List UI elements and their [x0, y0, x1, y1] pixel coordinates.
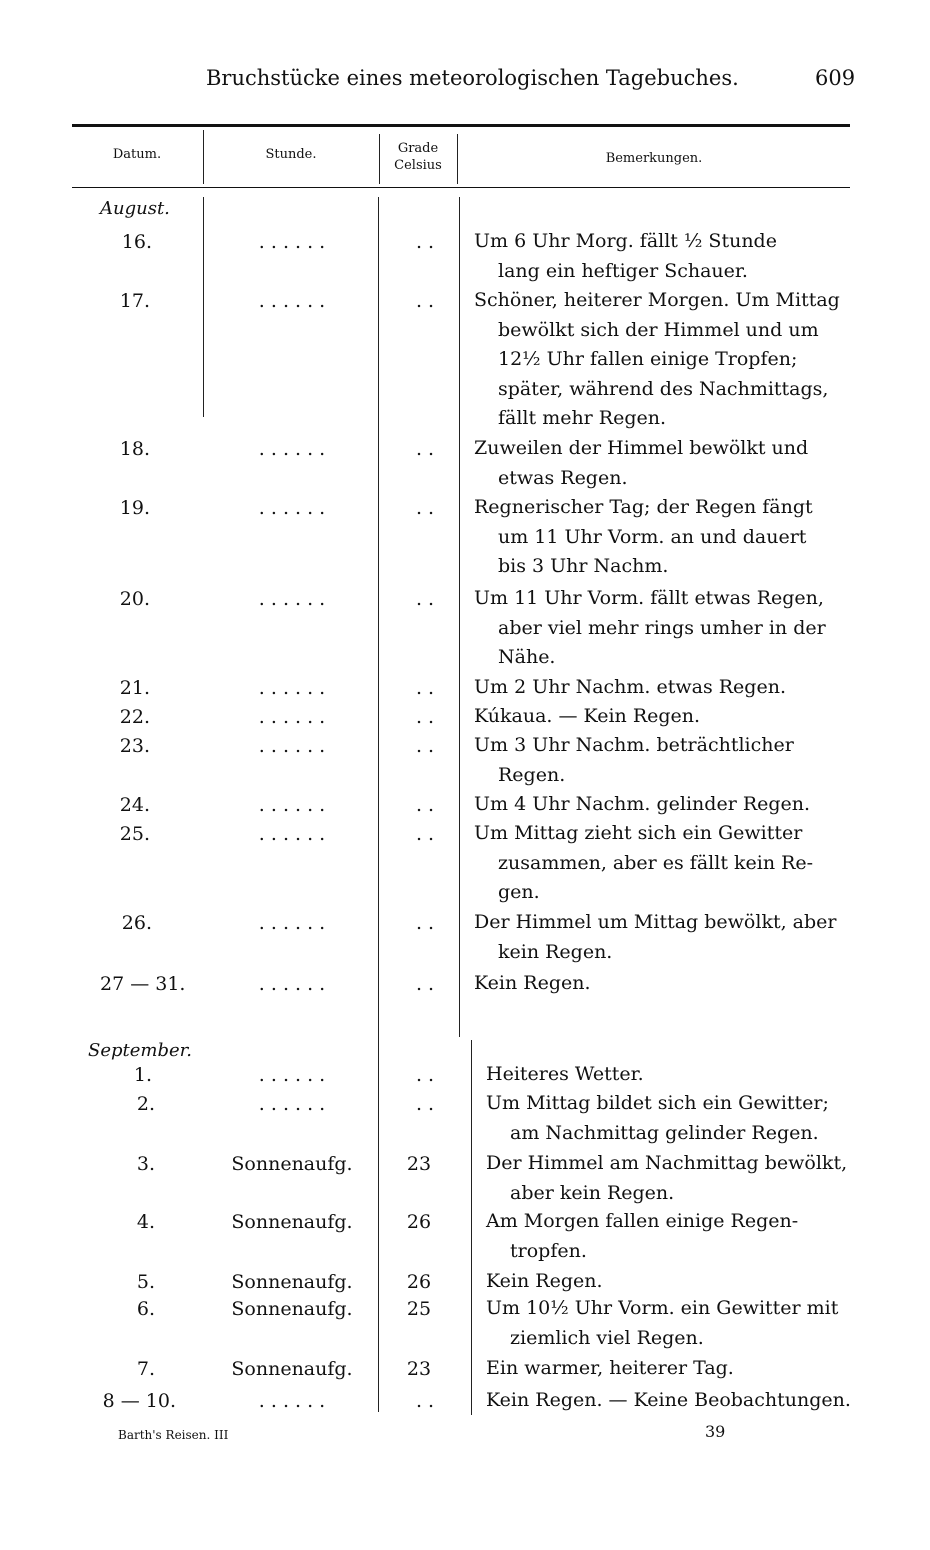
row-temperature: 26: [406, 1211, 432, 1233]
divider-body-3b: [471, 1040, 472, 1415]
row-remark: [474, 819, 854, 908]
row-date: 19.: [119, 497, 150, 519]
footer-signature: Barth's Reisen. III: [118, 1428, 229, 1442]
row-hour: . . . . . .: [258, 735, 326, 757]
remark-line: Der Himmel am Nachmittag bewölkt,: [486, 1152, 848, 1174]
divider-header-3: [457, 134, 458, 184]
row-hour: . . . . . .: [258, 290, 326, 312]
row-remark: [474, 227, 854, 286]
row-temperature: . .: [415, 677, 435, 699]
row-date: 17.: [119, 290, 150, 312]
row-remark: [486, 1354, 866, 1384]
row-remark: [474, 584, 854, 673]
column-header-remarks: Bemerkungen.: [605, 151, 703, 166]
table-header-rule: [72, 187, 850, 188]
row-hour: . . . . . .: [258, 677, 326, 699]
remark-line: Am Morgen fallen einige Regen-: [486, 1210, 799, 1232]
remark-line: zusammen, aber es fällt kein Re-: [498, 851, 814, 874]
remark-line: Um 4 Uhr Nachm. gelinder Regen.: [474, 793, 811, 815]
row-remark: [486, 1294, 866, 1353]
remark-line: Regnerischer Tag; der Regen fängt: [474, 496, 813, 518]
remark-line: Kein Regen. — Keine Beobachtungen.: [486, 1389, 851, 1411]
row-hour: Sonnenaufg.: [231, 1298, 353, 1320]
remark-line: bewölkt sich der Himmel und um: [498, 318, 819, 341]
row-hour: . . . . . .: [258, 973, 326, 995]
row-remark: [486, 1089, 866, 1148]
row-date: 21.: [119, 677, 150, 699]
row-remark: [474, 673, 854, 703]
row-temperature: 25: [406, 1298, 432, 1320]
remark-line: später, während des Nachmittags,: [498, 377, 829, 400]
remark-line: aber viel mehr rings umher in der: [498, 616, 826, 639]
row-hour: . . . . . .: [258, 1093, 326, 1115]
remark-line: fällt mehr Regen.: [498, 407, 667, 429]
row-temperature: . .: [415, 231, 435, 253]
row-remark: [486, 1060, 866, 1090]
remark-line: um 11 Uhr Vorm. an und dauert: [498, 525, 807, 548]
row-temperature: . .: [415, 912, 435, 934]
divider-body-3: [459, 197, 460, 1037]
remark-line: am Nachmittag gelinder Regen.: [510, 1121, 819, 1144]
row-date: 25.: [119, 823, 150, 845]
row-date: 24.: [119, 794, 150, 816]
row-remark: [474, 731, 854, 790]
month-label-august: August.: [100, 198, 170, 219]
divider-body-2: [378, 197, 379, 1412]
remark-line: Kein Regen.: [486, 1270, 603, 1292]
row-remark: [486, 1267, 866, 1297]
row-hour: Sonnenaufg.: [231, 1211, 353, 1233]
remark-line: Heiteres Wetter.: [486, 1063, 644, 1085]
row-date: 8 — 10.: [102, 1390, 176, 1412]
remark-line: aber kein Regen.: [510, 1181, 675, 1204]
row-hour: . . . . . .: [258, 438, 326, 460]
row-temperature: . .: [415, 706, 435, 728]
row-date: 7.: [136, 1358, 155, 1380]
row-temperature: 23: [406, 1358, 432, 1380]
remark-line: Kúkaua. — Kein Regen.: [474, 705, 701, 727]
remark-line: Zuweilen der Himmel bewölkt und: [474, 437, 809, 459]
remark-line: Um 10½ Uhr Vorm. ein Gewitter mit: [486, 1297, 839, 1319]
remark-line: etwas Regen.: [498, 466, 628, 489]
row-date: 20.: [119, 588, 150, 610]
remark-line: gen.: [498, 881, 540, 903]
row-remark: [474, 702, 854, 732]
remark-line: Der Himmel um Mittag bewölkt, aber: [474, 911, 837, 933]
row-remark: [474, 493, 854, 582]
table-top-rule: [72, 124, 850, 127]
row-date: 6.: [136, 1298, 155, 1320]
row-hour: Sonnenaufg.: [231, 1153, 353, 1175]
column-header-hour: Stunde.: [265, 147, 317, 162]
row-remark: [474, 969, 854, 999]
remark-line: tropfen.: [510, 1239, 587, 1262]
row-remark: [486, 1386, 866, 1416]
remark-line: 12½ Uhr fallen einige Tropfen;: [498, 348, 798, 370]
row-temperature: . .: [415, 290, 435, 312]
row-temperature: . .: [415, 438, 435, 460]
row-temperature: . .: [415, 794, 435, 816]
row-hour: . . . . . .: [258, 588, 326, 610]
remark-line: bis 3 Uhr Nachm.: [498, 555, 669, 577]
column-header-temperature-line2: Celsius: [394, 158, 442, 173]
divider-header-2: [379, 134, 380, 184]
row-date: 4.: [136, 1211, 155, 1233]
column-header-temperature-line1: Grade: [397, 141, 439, 156]
remark-line: Schöner, heiterer Morgen. Um Mittag: [474, 289, 840, 311]
row-remark: [474, 908, 854, 967]
footer-sheet-number: 39: [705, 1422, 726, 1441]
row-date: 5.: [136, 1271, 155, 1293]
remark-line: Kein Regen.: [474, 972, 591, 994]
remark-line: Um 2 Uhr Nachm. etwas Regen.: [474, 676, 786, 698]
remark-line: Um 11 Uhr Vorm. fällt etwas Regen,: [474, 587, 824, 609]
row-date: 3.: [136, 1153, 155, 1175]
row-remark: [486, 1149, 866, 1208]
row-date: 26.: [121, 912, 152, 934]
row-temperature: . .: [415, 823, 435, 845]
remark-line: Um 3 Uhr Nachm. beträchtlicher: [474, 734, 794, 756]
row-temperature: . .: [415, 588, 435, 610]
row-remark: [474, 286, 854, 434]
row-hour: . . . . . .: [258, 912, 326, 934]
column-header-date: Datum.: [112, 147, 162, 162]
row-date: 16.: [121, 231, 152, 253]
row-hour: . . . . . .: [258, 231, 326, 253]
divider-body-1a: [203, 197, 204, 417]
row-temperature: . .: [415, 735, 435, 757]
row-hour: . . . . . .: [258, 706, 326, 728]
row-temperature: 23: [406, 1153, 432, 1175]
running-title: Bruchstücke eines meteorologischen Tagebuches.: [206, 66, 739, 90]
row-hour: . . . . . .: [258, 497, 326, 519]
row-date: 22.: [119, 706, 150, 728]
row-date: 27 — 31.: [100, 973, 186, 995]
remark-line: Um 6 Uhr Morg. fällt ½ Stunde: [474, 230, 777, 252]
row-date: 1.: [133, 1064, 152, 1086]
remark-line: Nähe.: [498, 646, 556, 668]
column-header-temperature: [380, 140, 456, 174]
row-remark: [474, 790, 854, 820]
row-remark: [474, 434, 854, 493]
remark-line: Regen.: [498, 763, 566, 786]
row-temperature: . .: [415, 1064, 435, 1086]
row-hour: . . . . . .: [258, 794, 326, 816]
row-hour: . . . . . .: [258, 1064, 326, 1086]
remark-line: Um Mittag bildet sich ein Gewitter;: [486, 1092, 829, 1114]
running-header: [0, 66, 930, 96]
row-temperature: . .: [415, 1093, 435, 1115]
row-temperature: . .: [415, 973, 435, 995]
remark-line: Ein warmer, heiterer Tag.: [486, 1357, 734, 1379]
remark-line: ziemlich viel Regen.: [510, 1326, 704, 1349]
row-hour: . . . . . .: [258, 823, 326, 845]
remark-line: lang ein heftiger Schauer.: [498, 259, 748, 282]
row-date: 23.: [119, 735, 150, 757]
page-number: 609: [815, 66, 856, 90]
row-hour: Sonnenaufg.: [231, 1358, 353, 1380]
divider-header-1: [203, 130, 204, 184]
row-date: 2.: [136, 1093, 155, 1115]
month-label-september: September.: [88, 1040, 192, 1061]
remark-line: Um Mittag zieht sich ein Gewitter: [474, 822, 803, 844]
row-temperature: . .: [415, 497, 435, 519]
row-date: 18.: [119, 438, 150, 460]
remark-line: kein Regen.: [498, 940, 613, 963]
row-temperature: . .: [415, 1390, 435, 1412]
row-remark: [486, 1207, 866, 1266]
row-hour: Sonnenaufg.: [231, 1271, 353, 1293]
row-hour: . . . . . .: [258, 1390, 326, 1412]
row-temperature: 26: [406, 1271, 432, 1293]
